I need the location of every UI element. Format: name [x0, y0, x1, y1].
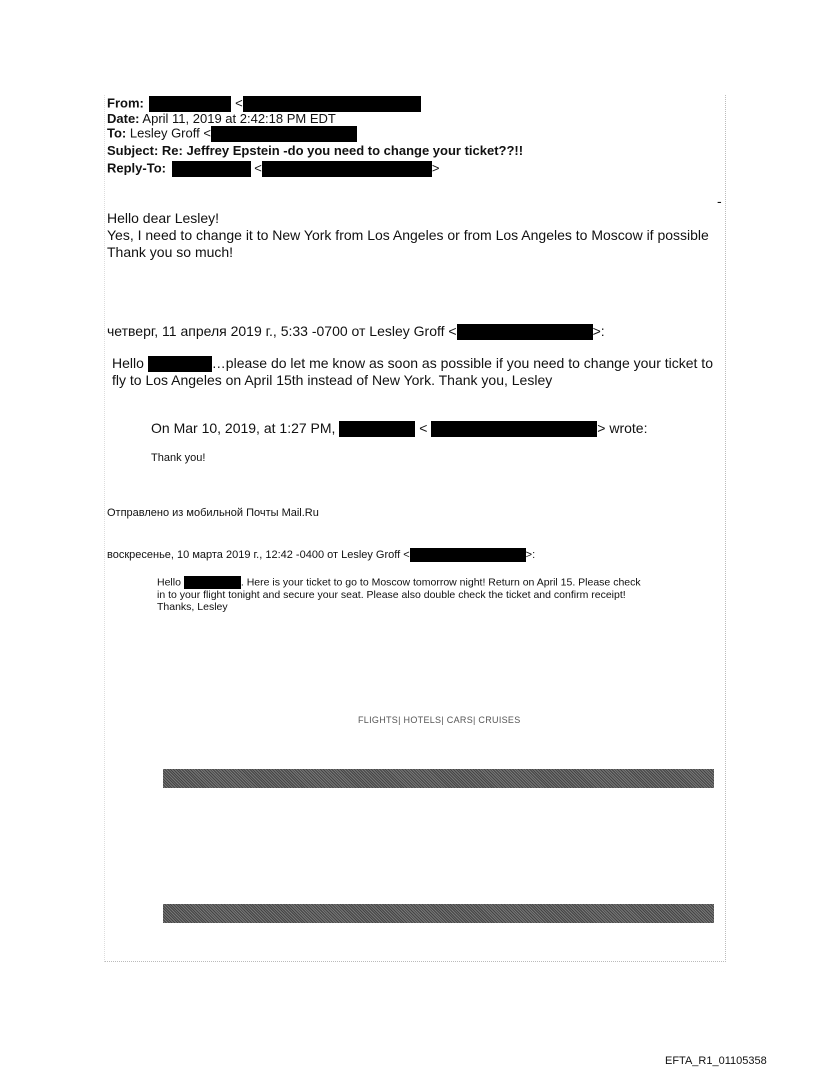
redaction-bar [148, 356, 212, 372]
redacted-image-bar [163, 904, 714, 923]
quote3-line3: Thanks, Lesley [157, 601, 228, 613]
attribution-suffix: > wrote: [597, 420, 648, 436]
redaction-bar [262, 161, 432, 177]
attribution-text: воскресенье, 10 марта 2019 г., 12:42 -0400 от Lesley Groff < [107, 548, 410, 561]
quote2-attribution [151, 420, 648, 437]
document-id: EFTA_R1_01105358 [665, 1055, 767, 1067]
from-line [107, 96, 421, 112]
redaction-bar [184, 576, 241, 589]
quote1-attribution [107, 323, 605, 340]
quote-text: . Here is your ticket to go to Moscow tomorrow night! Return on April 15. Please check [240, 576, 641, 589]
mobile-signature: Отправлено из мобильной Почты Mail.Ru [107, 507, 319, 519]
attribution-suffix: >: [525, 548, 536, 561]
replyto-line [107, 161, 439, 177]
gt-bracket: > [431, 160, 440, 176]
redacted-image-bar [163, 769, 714, 788]
attribution-suffix: >: [592, 323, 605, 339]
hello-text: Hello [157, 576, 181, 589]
to-label: To: [107, 125, 127, 141]
redaction-bar [410, 548, 526, 562]
attribution-text: четверг, 11 апреля 2019 г., 5:33 -0700 от Lesley Groff < [107, 323, 457, 339]
quote3-body [157, 576, 641, 613]
quote2-thanks: Thank you! [151, 452, 206, 464]
subject-value: Re: Jeffrey Epstein -do you need to change your ticket??!! [161, 143, 524, 158]
lt-bracket: < [254, 160, 262, 176]
travel-banner-links[interactable]: FLIGHTS| HOTELS| CARS| CRUISES [358, 715, 521, 725]
dash-mark: - [717, 193, 722, 209]
subject-line [107, 144, 523, 158]
reply-line: Yes, I need to change it to New York from Los Angeles or from Los Angeles to Moscow if possible [107, 227, 709, 243]
redaction-bar [243, 96, 421, 112]
lt-bracket: < [235, 95, 243, 111]
redaction-bar [172, 161, 251, 177]
reply-line: Hello dear Lesley! [107, 210, 220, 226]
quote3-line1 [157, 576, 641, 589]
hello-text: Hello [112, 355, 144, 371]
from-label: From: [107, 95, 144, 111]
date-value: April 11, 2019 at 2:42:18 PM EDT [142, 111, 336, 126]
attribution-text: On Mar 10, 2019, at 1:27 PM, [151, 420, 336, 436]
reply-body [107, 210, 709, 261]
quote-text: …please do let me know as soon as possible if you need to change your ticket to [211, 355, 713, 371]
date-line [107, 112, 336, 126]
quote3-line2: in to your flight tonight and secure your seat. Please also double check the ticket and confirm receipt! [157, 589, 626, 601]
subject-label: Subject: [107, 143, 159, 158]
quote1-body [112, 355, 713, 389]
replyto-label: Reply-To: [107, 160, 166, 176]
to-line [107, 126, 357, 142]
to-value: Lesley Groff < [129, 125, 211, 141]
quote3-attribution [107, 548, 535, 562]
redaction-bar [339, 421, 415, 437]
lt-bracket: < [419, 420, 428, 436]
redaction-bar [431, 421, 597, 437]
redaction-bar [149, 96, 231, 112]
redaction-bar [211, 126, 357, 142]
quote1-line1 [112, 355, 713, 372]
date-label: Date: [107, 111, 140, 126]
reply-line: Thank you so much! [107, 244, 234, 260]
redaction-bar [457, 324, 593, 340]
quote1-line2: fly to Los Angeles on April 15th instead of New York. Thank you, Lesley [112, 372, 553, 389]
